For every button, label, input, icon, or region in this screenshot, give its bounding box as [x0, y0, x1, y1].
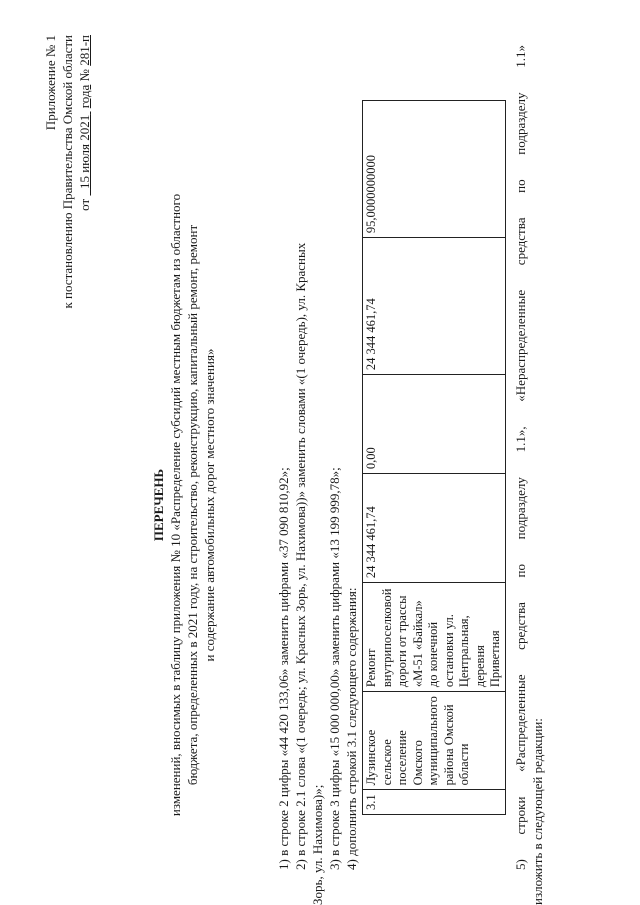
date-prefix: от	[77, 198, 92, 211]
change-item-1: 1) в строке 2 цифры «44 420 133,06» заменить цифрами «37 090 810,92»;	[276, 467, 291, 870]
value-cell-2: 0,00	[363, 375, 506, 474]
change-item-5-line-1: 5) строки «Распределенные средства по подразделу 1.1», «Нераспределенные средства по подразделу 1.1»	[513, 45, 528, 870]
heading-line-1: изменений, вносимых в таблицу приложения № 10 «Распределение субсидий местным бюджетам из областного	[168, 193, 183, 817]
appendix-resolution: к постановлению Правительства Омской области	[60, 35, 75, 309]
value-cell-4: 95,0000000000	[363, 101, 506, 238]
change-item-4: 4) дополнить строкой 3.1 следующего содержания:	[344, 587, 359, 870]
appendix-header	[42, 35, 93, 465]
resolution-date: 15 июля 2021	[77, 114, 92, 190]
change-items	[275, 45, 360, 905]
heading-line-2: бюджета, определенных в 2021 году, на строительство, реконструкцию, капитальный ремонт, ремонт	[185, 224, 200, 786]
change-item-5-line-2: изложить в следующей редакции:	[530, 718, 545, 905]
row-number-cell: 3.1	[363, 790, 506, 815]
new-row-table	[362, 100, 506, 815]
object-cell: Ремонт внутрипоселковой дороги от трассы «М-51 «Байкал» до конечной остановки ул. Центральная, деревня Приветная	[363, 583, 506, 692]
appendix-date-line	[76, 35, 93, 465]
table-row	[363, 101, 506, 815]
value-cell-3: 24 344 461,74	[363, 238, 506, 375]
heading-title: ПЕРЕЧЕНЬ	[151, 468, 166, 542]
municipality-cell: Лузинское сельское поселение Омского муниципального района Омской области	[363, 692, 506, 790]
change-item-2: 2) в строке 2.1 слова «(1 очередь; ул. Красных Зорь, ул. Нахимова))» заменить словами «(1 очередь), ул. Красных	[293, 242, 308, 870]
resolution-number: 281-п	[77, 35, 92, 66]
appendix-number: Приложение № 1	[43, 35, 58, 131]
change-item-5	[512, 45, 546, 905]
change-item-3: 3) в строке 3 цифры «15 000 000,00» заменить цифрами «13 199 999,78»;	[327, 467, 342, 870]
resolution-year-word: года	[77, 84, 92, 109]
value-cell-1: 24 344 461,74	[363, 474, 506, 583]
document-heading	[150, 185, 218, 825]
heading-line-3: и содержание автомобильных дорог местного значения»	[202, 348, 217, 662]
number-prefix: №	[77, 69, 92, 82]
change-item-2-continued: Зорь, ул. Нахимова)»;	[310, 784, 325, 905]
